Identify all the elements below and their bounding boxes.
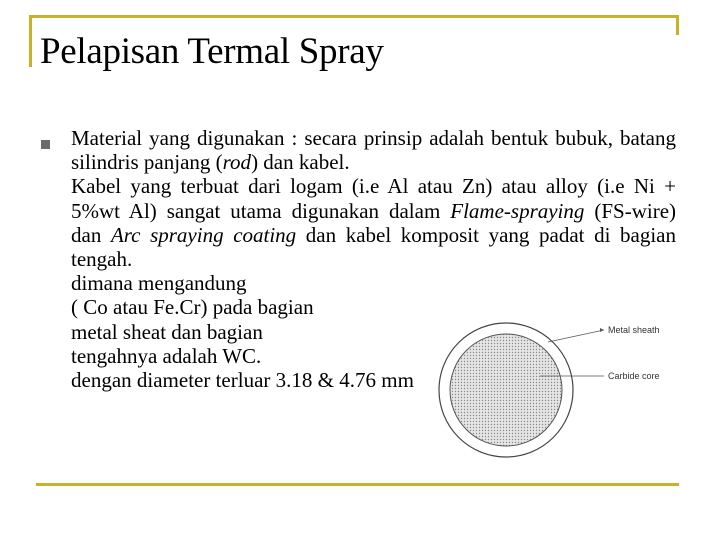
line-contains: dimana mengandung: [71, 271, 247, 296]
p2-text-c: dan kabel komposit yang padat di bagian tengah.: [71, 222, 677, 272]
paragraph-wire: [71, 174, 676, 271]
line-co-fecr: ( Co atau Fe.Cr) pada bagian: [71, 295, 314, 320]
p2-text-a: Kabel yang terbuat dari logam (i.e Al atau Zn) atau alloy (i.e Ni + 5%wt Al) sangat utama digunakan dalam: [71, 174, 676, 223]
sheath-leader-line: [548, 330, 604, 342]
frame-right-tick: [676, 15, 679, 35]
p2-arc-italic: Arc spraying coating: [110, 222, 297, 247]
bullet-square-icon: [41, 140, 50, 149]
p2-flame-italic: Flame-spraying: [450, 198, 585, 223]
line-diameter: dengan diameter terluar 3.18 & 4.76 mm: [71, 368, 414, 393]
label-carbide-core: Carbide core: [608, 371, 660, 381]
label-metal-sheath: Metal sheath: [608, 325, 660, 335]
p1-text-a: Material yang digunakan : secara prinsip adalah bentuk bubuk, batang silindris panjang (: [71, 126, 676, 175]
wire-cross-section-diagram: [430, 318, 690, 468]
line-wc: tengahnya adalah WC.: [71, 343, 262, 368]
p1-rod-italic: rod: [222, 150, 252, 175]
line-metal-sheat: metal sheat dan bagian: [71, 319, 263, 344]
slide-title: Pelapisan Termal Spray: [40, 31, 384, 72]
frame-top-line: [29, 15, 679, 18]
carbide-core-fill: [450, 334, 562, 446]
p1-text-b: ) dan kabel.: [251, 150, 350, 175]
sheath-arrow-icon: [600, 328, 604, 332]
paragraph-materials: [71, 126, 676, 174]
frame-left-line: [29, 15, 32, 67]
frame-bottom-line: [36, 483, 679, 486]
p2-text-b: (FS-wire) dan: [71, 198, 677, 247]
